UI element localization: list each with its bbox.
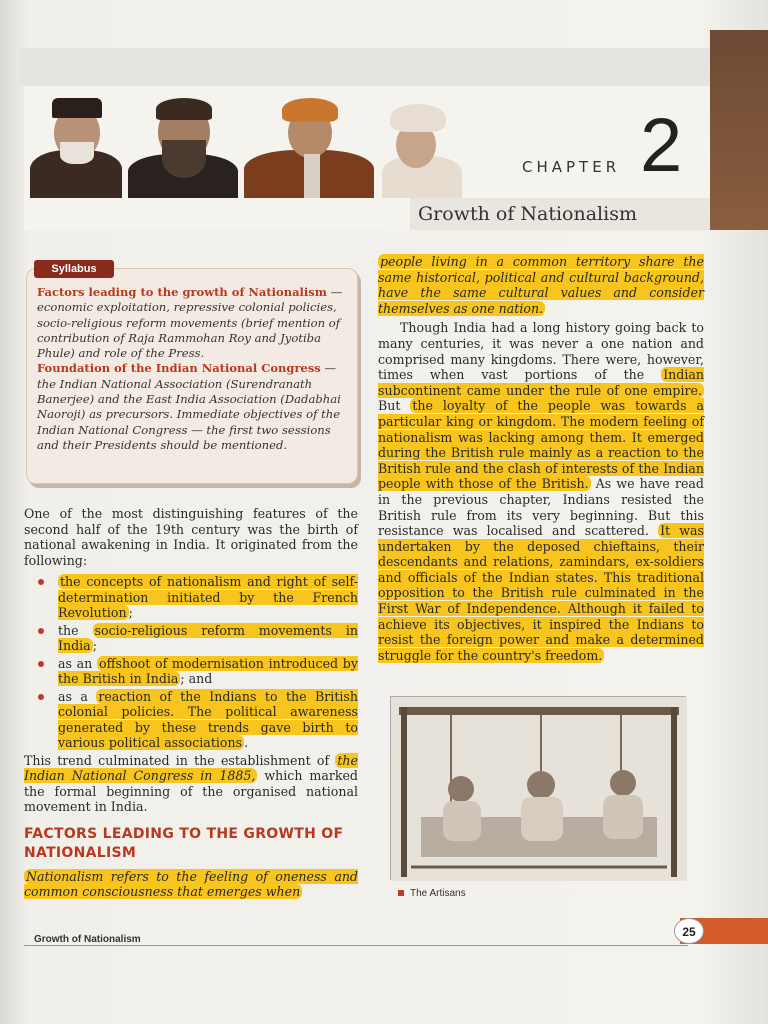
left-column [24,506,358,900]
artisans-loom-illustration [391,697,687,881]
highlight: socio-religious reform movements in India [58,622,358,653]
definition-end: people living in a common territory share the same historical, political and cultural background, have the same cultural values and consider themselves as one nation. [378,254,704,316]
page-number: 25 [674,918,704,944]
chapter-edge-tab [710,30,768,230]
chapter-number: 2 [640,103,683,188]
highlight: the concepts of nationalism and right of self-determination initiated by the French Revolution [58,574,358,620]
list-item: the socio-religious reform movements in India ; [24,623,358,654]
list-item: the concepts of nationalism and right of self-determination initiated by the French Revolution ; [24,574,358,621]
syllabus-text-foundation: —the Indian National Association (Surendranath Banerjee) and the East India Association (Dadabhai Naoroji) as precursors. Immediate objectives of the Indian National Congress — the first two sessions and their Presidents should be mentioned. [37,361,341,452]
syllabus-tab: Syllabus [34,260,114,278]
chapter-label: CHAPTER [522,158,621,176]
bullet-dot-icon [38,661,44,667]
syllabus-text-factors: — economic exploitation, repressive colonial policies, socio-religious reform movements (brief mention of contribution of Raja Rammohan Roy and Jyotiba Phule) and role of the Press. [37,285,343,361]
chapter-title: Growth of Nationalism [418,203,637,225]
factors-heading: FACTORS LEADING TO THE GROWTH OF NATIONALISM [24,825,344,861]
highlight: reaction of the Indians to the British colonial policies. The political awareness generated by these trends gave birth to various political associations [58,688,358,750]
definition-start: Nationalism refers to the feeling of oneness and common consciousness that emerges when [24,868,358,899]
right-column [378,254,704,663]
top-band [20,48,710,86]
bullet-dot-icon [38,694,44,700]
highlight: offshoot of modernisation introduced by the British in India [58,655,358,686]
culmination-paragraph: This trend culminated in the establishment of the Indian National Congress in 1885, which marked the formal beginning of the organised national movement in India. [24,752,358,814]
highlight: Indian subcontinent came under the rule of one empire. [378,367,704,398]
syllabus-box [26,268,358,484]
intro-paragraph: One of the most distinguishing features of the second half of the 19th century was the birth of national awakening in India. It originated from the following: [24,506,358,568]
bullet-dot-icon [38,579,44,585]
bullet-dot-icon [38,628,44,634]
origin-bullet-list [24,574,358,751]
highlight: the loyalty of the people was towards a particular king or kingdom. The modern feeling of nationalism was lacking among them. It emerged during the British rule mainly as a reaction to the British rule and the clash of interests of the Indian people with those of the British. [378,398,704,492]
figure-caption: The Artisans [398,888,466,899]
syllabus-heading-factors: Factors leading to the growth of Nationalism [37,285,327,299]
syllabus-heading-foundation: Foundation of the Indian National Congress [37,361,321,376]
highlight: the Indian National Congress in 1885, [24,752,358,783]
list-item: as a reaction of the Indians to the British colonial policies. The political awareness generated by these trends gave birth to various political associations . [24,689,358,751]
highlight: It was undertaken by the deposed chieftains, their descendants and relations, zamindars, ex-soldiers and officials of the Indian states. This traditional opposition to the British rule culminated in the First War of Independence. Although it failed to achieve its objectives, it inspired the Indians to resist the foreign power and make a determined struggle for the country's freedom. [378,523,705,663]
footer-title: Growth of Nationalism [34,934,141,945]
caption-square-icon [398,890,404,896]
artisans-figure [390,696,686,880]
list-item: as an offshoot of modernisation introduced by the British in India ; and [24,656,358,687]
history-paragraph: Though India had a long history going back to many centuries, it was never a one nation and comprised many kingdoms. There were, however, times when vast portions of the Indian subcontinent came under the rule of one empire. But the loyalty of the people was towards a particular king or kingdom. The modern feeling of nationalism was lacking among them. It emerged during the British rule mainly as a reaction to the British rule and the clash of interests of the Indian people with those of the British. As we have read in the previous chapter, Indians resisted the British rule from its very beginning. But this resistance was localised and scattered. It was undertaken by the deposed chieftains, their descendants and relations, zamindars, ex-soldiers and officials of the Indian states. This traditional opposition to the British rule culminated in the First War of Independence. Although it failed to achieve its objectives, it inspired the Indians to resist the foreign power and make a determined struggle for the country's freedom. [378,320,705,663]
